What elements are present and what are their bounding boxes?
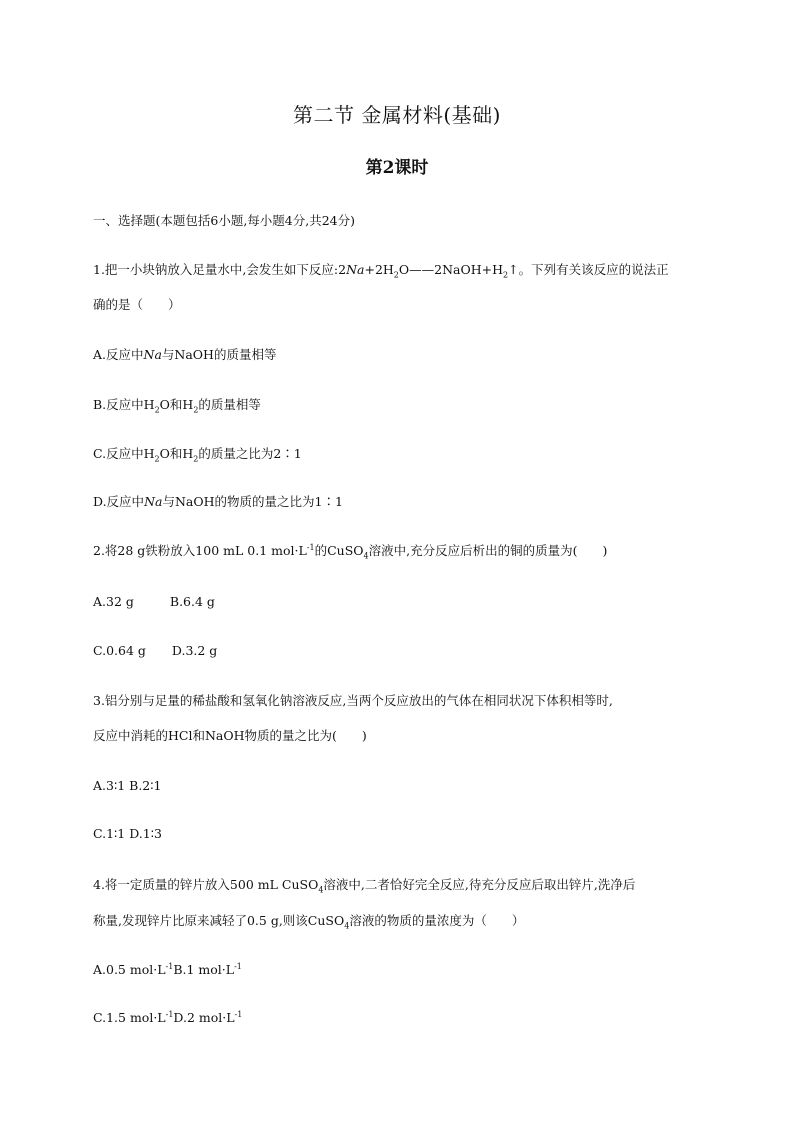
section-heading: 一、选择题(本题包括6小题,每小题4分,共24分) xyxy=(93,213,356,228)
q2-options-cd xyxy=(93,643,217,659)
page-title: 第二节 金属材料(基础) xyxy=(293,103,501,127)
q2-options-ab xyxy=(93,594,215,610)
q4-option-d: D.2 $mol\cdot L^{-1}$ xyxy=(173,1009,243,1025)
q4-option-b: B.1 $mol\cdot L^{-1}$ xyxy=(173,961,242,977)
q4-stem-line2: 称量,发现锌片比原来减轻了0.5 g,则该CuSO$_4$溶液的物质的量浓度为（ ） xyxy=(93,913,525,931)
q1-option-c: C.反应中$H_2O$和$H_2$的质量之比为2∶1 xyxy=(93,446,302,464)
q4-option-a: A.0.5 $mol\cdot L^{-1}$ xyxy=(93,961,174,977)
q3-stem-line2: 反应中消耗的HCl和NaOH物质的量之比为( ) xyxy=(93,728,367,743)
q1-option-d: D.反应中Na与NaOH的物质的量之比为1∶1 xyxy=(93,494,343,509)
q3-options-cd: C.1∶1 D.1∶3 xyxy=(93,826,162,841)
q2-option-a: A.32 g xyxy=(93,594,134,609)
page-subtitle: 第2课时 xyxy=(365,158,429,178)
q3-options-ab: A.3∶1 B.2∶1 xyxy=(93,778,162,793)
q1-option-b: B.反应中$H_2O$和$H_2$的质量相等 xyxy=(93,397,261,415)
q4-stem-line1: 4.将一定质量的锌片放入500 mL CuSO$_4$溶液中,二者恰好完全反应,待充分反应后取出锌片,洗净后 xyxy=(93,877,636,895)
q1-stem-line1: 1.把一小块钠放入足量水中,会发生如下反应$:2Na+2H_2O——2NaOH+H_2↑$。下列有关该反应的说法正 xyxy=(93,262,669,280)
q2-stem: 2.将28 g铁粉放入100 mL 0.1 $mol\cdot L^{-1}$的CuSO$_4$溶液中,充分反应后析出的铜的质量为( ) xyxy=(93,542,608,561)
q4-option-c: C.1.5 $mol\cdot L^{-1}$ xyxy=(93,1009,174,1025)
q4-options-cd xyxy=(93,1010,242,1026)
q4-options-ab xyxy=(93,962,242,978)
q3-stem-line1: 3.铝分别与足量的稀盐酸和氢氧化钠溶液反应,当两个反应放出的气体在相同状况下体积相等时, xyxy=(93,693,613,708)
q2-option-c: C.0.64 g xyxy=(93,643,146,658)
q1-option-a: A.反应中Na与NaOH的质量相等 xyxy=(93,347,277,362)
q1-stem-line2: 确的是（ ） xyxy=(93,297,181,312)
q2-option-d: D.3.2 g xyxy=(171,643,218,658)
q2-option-b: B.6.4 g xyxy=(169,594,215,609)
